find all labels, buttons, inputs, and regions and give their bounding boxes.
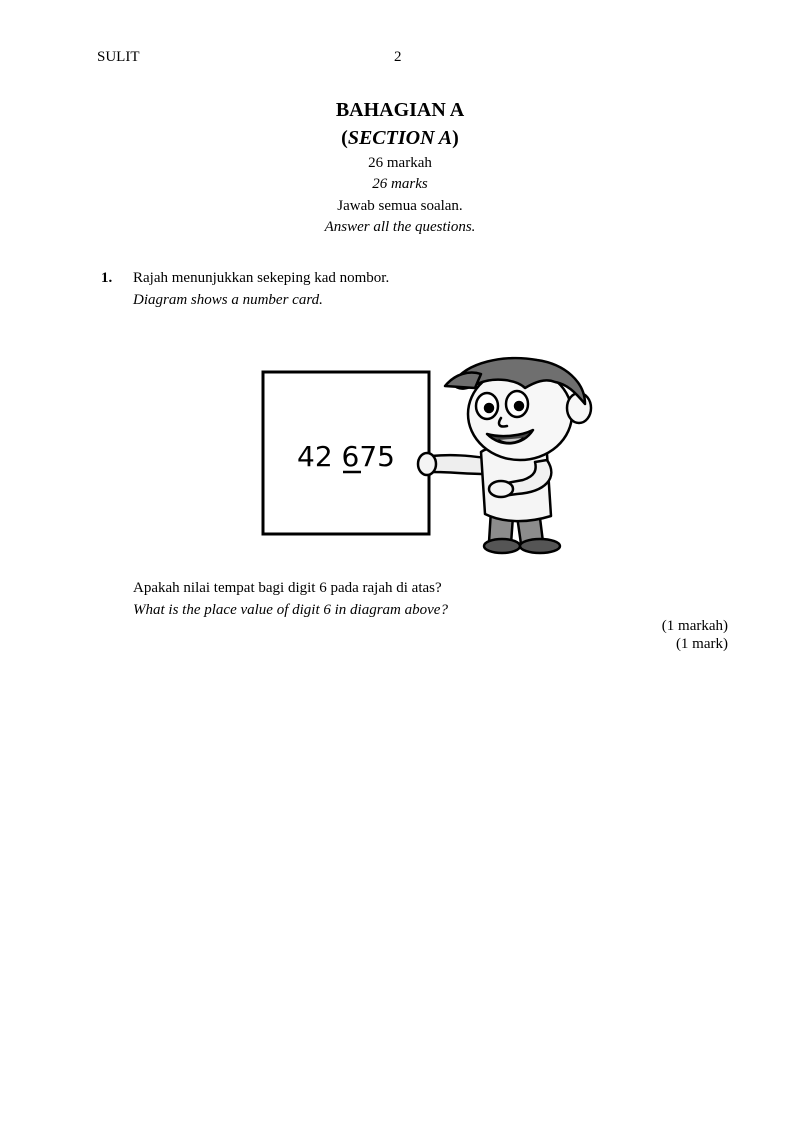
subtitle-close-paren: ) xyxy=(452,127,459,149)
card-underlined-digit: 6 xyxy=(341,440,360,473)
subtitle-section-text: SECTION A xyxy=(347,127,453,149)
question-marks-malay: (1 markah) xyxy=(661,618,728,634)
page-number: 2 xyxy=(394,49,402,65)
card-number-suffix: 75 xyxy=(359,440,395,473)
section-marks-malay: 26 markah xyxy=(368,155,432,171)
question-number: 1. xyxy=(101,270,113,286)
card-number xyxy=(297,440,395,473)
question-prompt-english: What is the place value of digit 6 in diagram above? xyxy=(133,602,448,618)
section-title: BAHAGIAN A xyxy=(335,99,465,121)
section-marks-english: 26 marks xyxy=(372,176,428,192)
question-prompt-malay: Apakah nilai tempat bagi digit 6 pada rajah di atas? xyxy=(133,580,442,596)
boy-cartoon xyxy=(418,358,591,553)
section-subtitle xyxy=(0,127,800,150)
question-stem-malay: Rajah menunjukkan sekeping kad nombor. xyxy=(133,270,390,286)
instruction-english: Answer all the questions. xyxy=(324,219,476,235)
number-card-illustration xyxy=(255,348,615,563)
question-stem-english: Diagram shows a number card. xyxy=(133,292,323,308)
number-card-figure xyxy=(255,348,615,568)
instruction-malay: Jawab semua soalan. xyxy=(337,198,463,214)
question-marks-english: (1 mark) xyxy=(675,636,728,652)
subtitle-open-paren: ( xyxy=(341,127,348,149)
card-number-prefix: 42 xyxy=(297,440,342,473)
header-sulit-label: SULIT xyxy=(97,49,140,65)
